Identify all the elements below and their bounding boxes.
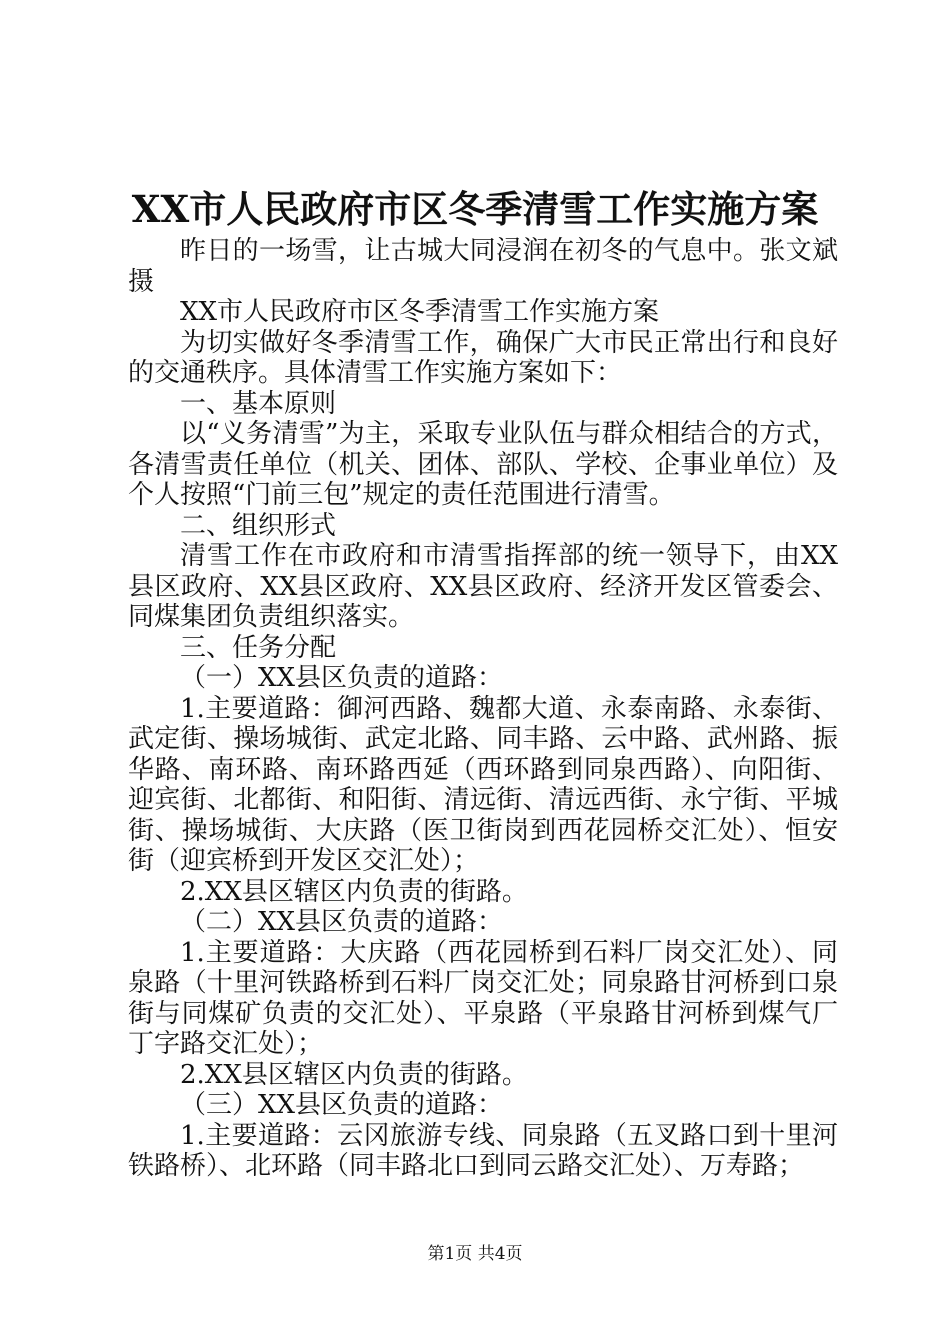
document-title: XX市人民政府市区冬季清雪工作实施方案 — [131, 187, 819, 231]
paragraph-organization: 清雪工作在市政府和市清雪指挥部的统一领导下，由XX县区政府、XX县区政府、XX县区政府、经济开发区管委会、同煤集团负责组织落实。 — [128, 541, 838, 632]
paragraph-principles: 以“义务清雪”为主，采取专业队伍与群众相结合的方式，各清雪责任单位（机关、团体、部队、学校、企事业单位）及个人按照“门前三包”规定的责任范围进行清雪。 — [128, 419, 838, 510]
subheading-district-1: （一）XX县区负责的道路： — [180, 663, 504, 693]
paragraph-district-2-streets: 2.XX县区辖区内负责的街路。 — [180, 1059, 528, 1090]
paragraph-district-1-roads: 1.主要道路：御河西路、魏都大道、永泰南路、永泰街、武定街、操场城街、武定北路、同丰路、云中路、武州路、振华路、南环路、南环路西延（西环路到同泉西路）、向阳街、迎宾街、北都街、和阳街、清远街、清远西街、永宁街、平城街、操场城街、大庆路（医卫街岗到西花园桥交汇处）、恒安街（迎宾桥到开发区交汇处）； — [128, 693, 838, 876]
section-heading-tasks: 三、任务分配 — [180, 632, 337, 663]
section-heading-organization: 二、组织形式 — [180, 510, 337, 541]
paragraph-subtitle: XX市人民政府市区冬季清雪工作实施方案 — [180, 297, 660, 327]
page-number-footer: 第1页 共4页 — [427, 1244, 523, 1264]
paragraph-photo-caption: 昨日的一场雪，让古城大同浸润在初冬的气息中。张文斌摄 — [128, 236, 838, 297]
paragraph-intro: 为切实做好冬季清雪工作，确保广大市民正常出行和良好的交通秩序。具体清雪工作实施方案如下： — [128, 327, 838, 388]
subheading-district-2: （二）XX县区负责的道路： — [180, 907, 504, 937]
section-heading-principles: 一、基本原则 — [180, 388, 337, 419]
paragraph-district-1-streets: 2.XX县区辖区内负责的街路。 — [180, 876, 528, 907]
subheading-district-3: （三）XX县区负责的道路： — [180, 1090, 504, 1120]
document-body — [128, 236, 838, 1182]
paragraph-district-3-roads: 1.主要道路：云冈旅游专线、同泉路（五叉路口到十里河铁路桥）、北环路（同丰路北口到同云路交汇处）、万寿路； — [128, 1120, 838, 1181]
paragraph-district-2-roads: 1.主要道路：大庆路（西花园桥到石料厂岗交汇处）、同泉路（十里河铁路桥到石料厂岗交汇处；同泉路甘河桥到口泉街与同煤矿负责的交汇处）、平泉路（平泉路甘河桥到煤气厂丁字路交汇处）； — [128, 937, 838, 1059]
